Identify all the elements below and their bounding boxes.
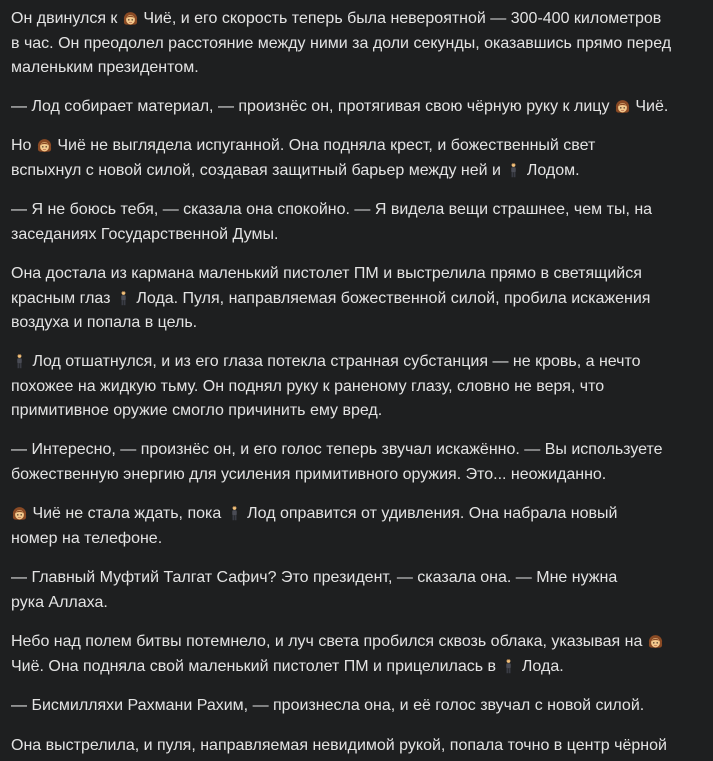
text-segment: Небо над полем битвы потемнело, и луч света пробился сквозь облака, указывая на — [11, 633, 647, 650]
paragraph-line — [11, 95, 711, 120]
paragraph-line — [11, 223, 711, 248]
girl-emoji-icon — [123, 10, 138, 26]
text-segment: — Интересно, — произнёс он, и его голос теперь звучал искажённо. — Вы используете — [11, 441, 663, 458]
text-segment: Чиё не выглядела испуганной. Она подняла крест, и божественный свет — [52, 137, 596, 154]
girl-emoji-icon — [648, 633, 663, 649]
girl-emoji-icon — [615, 98, 630, 114]
paragraph-line — [11, 655, 711, 680]
text-segment: Но — [11, 137, 36, 154]
paragraph-line — [11, 198, 711, 223]
paragraph-line — [11, 399, 711, 424]
story-paragraph — [11, 262, 711, 336]
paragraph-line — [11, 694, 711, 719]
story-paragraph — [11, 630, 711, 679]
story-paragraph — [11, 350, 711, 424]
text-segment: — Бисмилляхи Рахмани Рахим, — произнесла она, и её голос звучал с новой силой. — [11, 697, 645, 714]
text-segment: — Главный Муфтий Талгат Сафич? Это президент, — сказала она. — Мне нужна — [11, 569, 618, 586]
text-segment: примитивное оружие смогло причинить ему вред. — [11, 402, 383, 419]
text-segment: номер на телефоне. — [11, 529, 163, 547]
story-paragraph — [11, 198, 711, 247]
text-segment: Лодом. — [522, 161, 580, 179]
paragraph-line — [11, 566, 711, 591]
paragraph-line — [11, 56, 711, 81]
text-segment: Чиё. Она подняла свой маленький пистолет ПМ и прицелилась в — [11, 657, 501, 675]
story-paragraph — [11, 566, 711, 615]
paragraph-line — [11, 375, 711, 400]
paragraph-line — [11, 438, 711, 463]
paragraph-line — [11, 311, 711, 336]
text-segment: Он двинулся к — [11, 10, 122, 27]
text-segment: Чиё не стала ждать, пока — [28, 505, 226, 522]
paragraph-line — [11, 734, 711, 759]
text-segment: — Я не боюсь тебя, — сказала она спокойно. — Я видела вещи страшнее, чем ты, на — [11, 201, 653, 218]
text-segment: Чиё, и его скорость теперь была невероятной — 300-400 километров — [138, 10, 662, 27]
text-segment: Лода. — [517, 657, 564, 675]
story-paragraph — [11, 694, 711, 719]
text-segment: Лод оправится от удивления. Она набрала новый — [242, 505, 618, 522]
paragraph-line — [11, 32, 711, 57]
story-paragraph — [11, 7, 711, 81]
text-segment: Лод отшатнулся, и из его глаза потекла странная субстанция — не кровь, а нечто — [28, 353, 641, 370]
paragraph-line — [11, 463, 711, 488]
story-paragraph — [11, 95, 711, 120]
paragraph-line — [11, 350, 711, 375]
girl-emoji-icon — [12, 505, 27, 521]
text-segment: похожее на жидкую тьму. Он поднял руку к раненому глазу, словно не веря, что — [11, 377, 605, 395]
text-segment: маленьким президентом. — [11, 59, 199, 76]
paragraph-line — [11, 134, 711, 159]
text-segment: вспыхнул с новой силой, создавая защитный барьер между ней и — [11, 161, 506, 179]
paragraph-line — [11, 591, 711, 616]
man-standing-emoji-icon — [116, 290, 131, 306]
man-standing-emoji-icon — [12, 353, 27, 369]
man-standing-emoji-icon — [501, 658, 516, 674]
story-paragraph — [11, 734, 711, 759]
paragraph-line — [11, 287, 711, 312]
text-segment: божественную энергию для усиления примитивного оружия. Это... неожиданно. — [11, 465, 607, 483]
text-segment: Она выстрелила, и пуля, направляемая невидимой рукой, попала точно в центр чёрной — [11, 737, 667, 754]
text-segment: красным глаз — [11, 289, 115, 307]
story-paragraph — [11, 438, 711, 487]
man-standing-emoji-icon — [506, 162, 521, 178]
girl-emoji-icon — [37, 137, 52, 153]
paragraph-line — [11, 527, 711, 552]
text-segment: воздуха и попала в цель. — [11, 314, 198, 331]
text-segment: заседаниях Государственной Думы. — [11, 225, 279, 243]
paragraph-line — [11, 159, 711, 184]
text-segment: Чиё. — [630, 98, 669, 115]
paragraph-line — [11, 502, 711, 527]
story-paragraph — [11, 502, 711, 551]
paragraph-line — [11, 262, 711, 287]
text-segment: — Лод собирает материал, — произнёс он, протягивая свою чёрную руку к лицу — [11, 98, 614, 115]
paragraph-line — [11, 7, 711, 32]
man-standing-emoji-icon — [227, 505, 242, 521]
text-segment: в час. Он преодолел расстояние между ними за доли секунды, оказавшись прямо перед — [11, 34, 672, 52]
text-segment: рука Аллаха. — [11, 593, 108, 611]
story-paragraph — [11, 134, 711, 183]
paragraph-line — [11, 630, 711, 655]
text-segment: Она достала из кармана маленький пистолет ПМ и выстрелила прямо в светящийся — [11, 265, 642, 282]
text-segment: Лода. Пуля, направляемая божественной силой, пробила искажения — [131, 289, 651, 307]
